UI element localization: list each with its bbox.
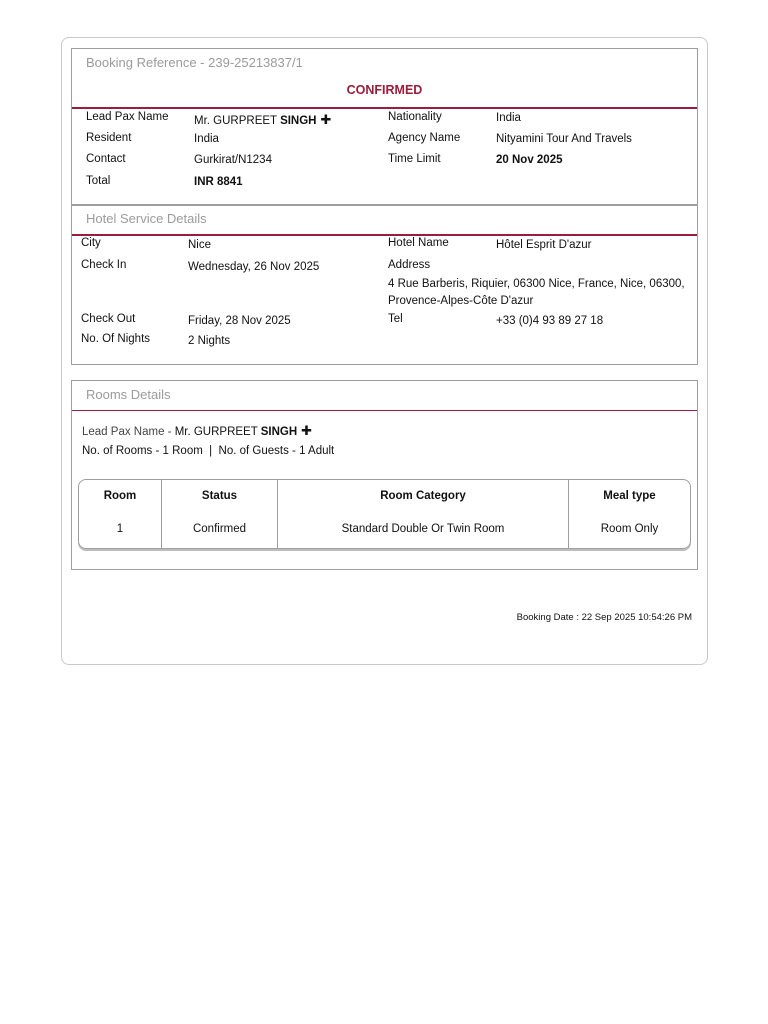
rooms-lead-pax-surname: SINGH: [260, 426, 298, 438]
lead-pax-name: [194, 112, 331, 128]
contact-value: Gurkirat/N1234: [194, 154, 272, 166]
plus-icon: ✚: [320, 112, 332, 127]
rooms-section-title: Rooms Details: [86, 387, 171, 402]
col-status: [161, 480, 277, 548]
nationality-value: India: [496, 112, 521, 124]
section-divider: [72, 205, 697, 206]
resident-label: Resident: [86, 132, 132, 144]
resident-value: India: [194, 133, 219, 145]
nights-label: No. Of Nights: [81, 333, 151, 345]
lead-pax-surname: SINGH: [280, 115, 317, 127]
rooms-lead-pax: [82, 423, 312, 439]
cell-meal-type: Room Only: [600, 523, 659, 535]
address-label: Address: [388, 259, 431, 271]
rooms-lead-pax-prefix: Mr. GURPREET: [174, 426, 261, 438]
accent-rule: [72, 107, 697, 109]
time-limit-value: 20 Nov 2025: [496, 154, 563, 166]
booking-summary-section: [71, 48, 698, 205]
tel-value: +33 (0)4 93 89 27 18: [496, 315, 604, 327]
hotel-name-label: Hotel Name: [388, 237, 449, 249]
check-in-value: Wednesday, 26 Nov 2025: [188, 261, 320, 273]
city-value: Nice: [188, 239, 212, 251]
rooms-table: [78, 479, 691, 549]
hotel-section-title: Hotel Service Details: [86, 211, 207, 226]
nationality-label: Nationality: [388, 111, 442, 123]
total-label: Total: [86, 175, 111, 187]
city-label: City: [81, 237, 101, 249]
rooms-section: [71, 380, 698, 570]
check-out-label: Check Out: [81, 313, 136, 325]
booking-status: CONFIRMED: [346, 83, 423, 97]
header-room: Room: [103, 490, 137, 502]
col-room-category: [277, 480, 568, 548]
agency-label: Agency Name: [388, 132, 461, 144]
contact-label: Contact: [86, 153, 126, 165]
rooms-lead-pax-label: Lead Pax Name -: [82, 426, 175, 438]
time-limit-label: Time Limit: [388, 153, 441, 165]
booking-reference: Booking Reference - 239-25213837/1: [86, 55, 303, 70]
header-status: Status: [201, 490, 238, 502]
tel-label: Tel: [388, 313, 403, 325]
nights-value: 2 Nights: [188, 335, 231, 347]
accent-rule: [72, 234, 697, 236]
lead-pax-prefix: Mr. GURPREET: [194, 115, 281, 127]
accent-rule: [72, 410, 697, 411]
check-out-value: Friday, 28 Nov 2025: [188, 315, 291, 327]
header-meal-type: Meal type: [603, 490, 656, 502]
booking-date: Booking Date : 22 Sep 2025 10:54:26 PM: [516, 612, 692, 623]
col-meal-type: [568, 480, 690, 548]
cell-status: Confirmed: [192, 523, 247, 535]
total-value: INR 8841: [194, 176, 243, 188]
agency-value: Nityamini Tour And Travels: [496, 133, 632, 145]
hotel-service-section: [71, 205, 698, 365]
col-room: [79, 480, 161, 548]
cell-room: 1: [116, 523, 124, 535]
plus-icon: ✚: [301, 423, 313, 438]
address-value: 4 Rue Barberis, Riquier, 06300 Nice, France, Nice, 06300, Provence-Alpes-Côte D'azur: [388, 278, 685, 307]
check-in-label: Check In: [81, 259, 127, 271]
rooms-summary: No. of Rooms - 1 Room | No. of Guests - 1 Adult: [82, 445, 335, 457]
header-room-category: Room Category: [380, 490, 466, 502]
lead-pax-label: Lead Pax Name: [86, 111, 169, 123]
cell-room-category: Standard Double Or Twin Room: [341, 523, 505, 535]
hotel-name-value: Hôtel Esprit D'azur: [496, 239, 592, 251]
